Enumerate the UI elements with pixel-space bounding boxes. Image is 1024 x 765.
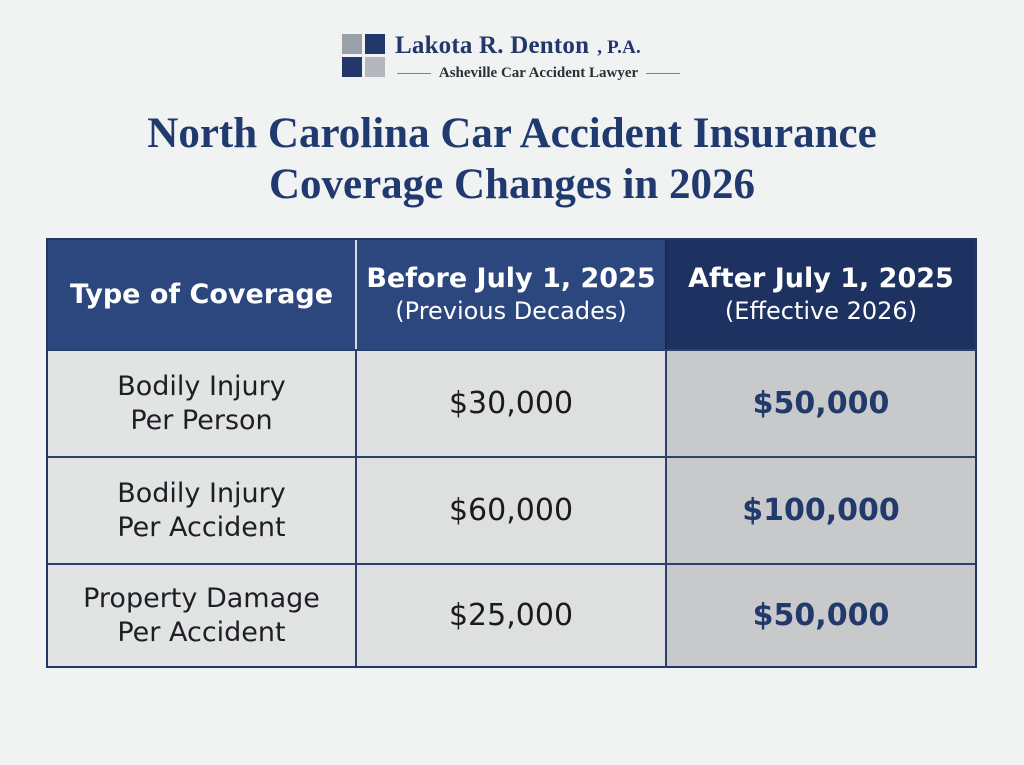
divider bbox=[646, 73, 680, 74]
coverage-table bbox=[46, 238, 977, 668]
row-label bbox=[48, 456, 357, 563]
row-label-line-1: Property Damage bbox=[83, 582, 320, 614]
after-value: $100,000 bbox=[667, 456, 975, 563]
header-type-of-coverage bbox=[48, 240, 357, 349]
row-label bbox=[48, 563, 357, 666]
divider bbox=[397, 73, 431, 74]
title-line-2: Coverage Changes in 2026 bbox=[268, 161, 756, 208]
before-value: $30,000 bbox=[357, 349, 667, 456]
firm-name-text: Lakota R. Denton bbox=[395, 32, 590, 59]
header-title: After July 1, 2025 bbox=[688, 263, 954, 294]
after-value: $50,000 bbox=[667, 349, 975, 456]
logo-squares-icon bbox=[342, 34, 386, 78]
row-label bbox=[48, 349, 357, 456]
header-title: Type of Coverage bbox=[70, 278, 333, 310]
before-value: $60,000 bbox=[357, 456, 667, 563]
before-value: $25,000 bbox=[357, 563, 667, 666]
header-subtitle: (Effective 2026) bbox=[724, 297, 918, 325]
header-title: Before July 1, 2025 bbox=[366, 263, 656, 294]
row-label-line-1: Bodily Injury bbox=[117, 477, 286, 509]
header-subtitle: (Previous Decades) bbox=[395, 297, 627, 325]
row-label-line-1: Bodily Injury bbox=[117, 370, 286, 402]
firm-tagline-row bbox=[397, 65, 680, 82]
firm-tagline: Asheville Car Accident Lawyer bbox=[438, 65, 639, 81]
row-label-line-2: Per Person bbox=[130, 404, 273, 436]
title-line-1: North Carolina Car Accident Insurance bbox=[147, 110, 877, 157]
page-title bbox=[40, 108, 984, 210]
row-label-line-2: Per Accident bbox=[117, 511, 286, 543]
firm-name bbox=[395, 32, 641, 60]
firm-suffix: , P.A. bbox=[597, 37, 641, 58]
row-label-line-2: Per Accident bbox=[117, 616, 286, 648]
header-before bbox=[357, 240, 667, 349]
after-value: $50,000 bbox=[667, 563, 975, 666]
header-after bbox=[667, 240, 975, 349]
firm-logo bbox=[342, 32, 692, 84]
